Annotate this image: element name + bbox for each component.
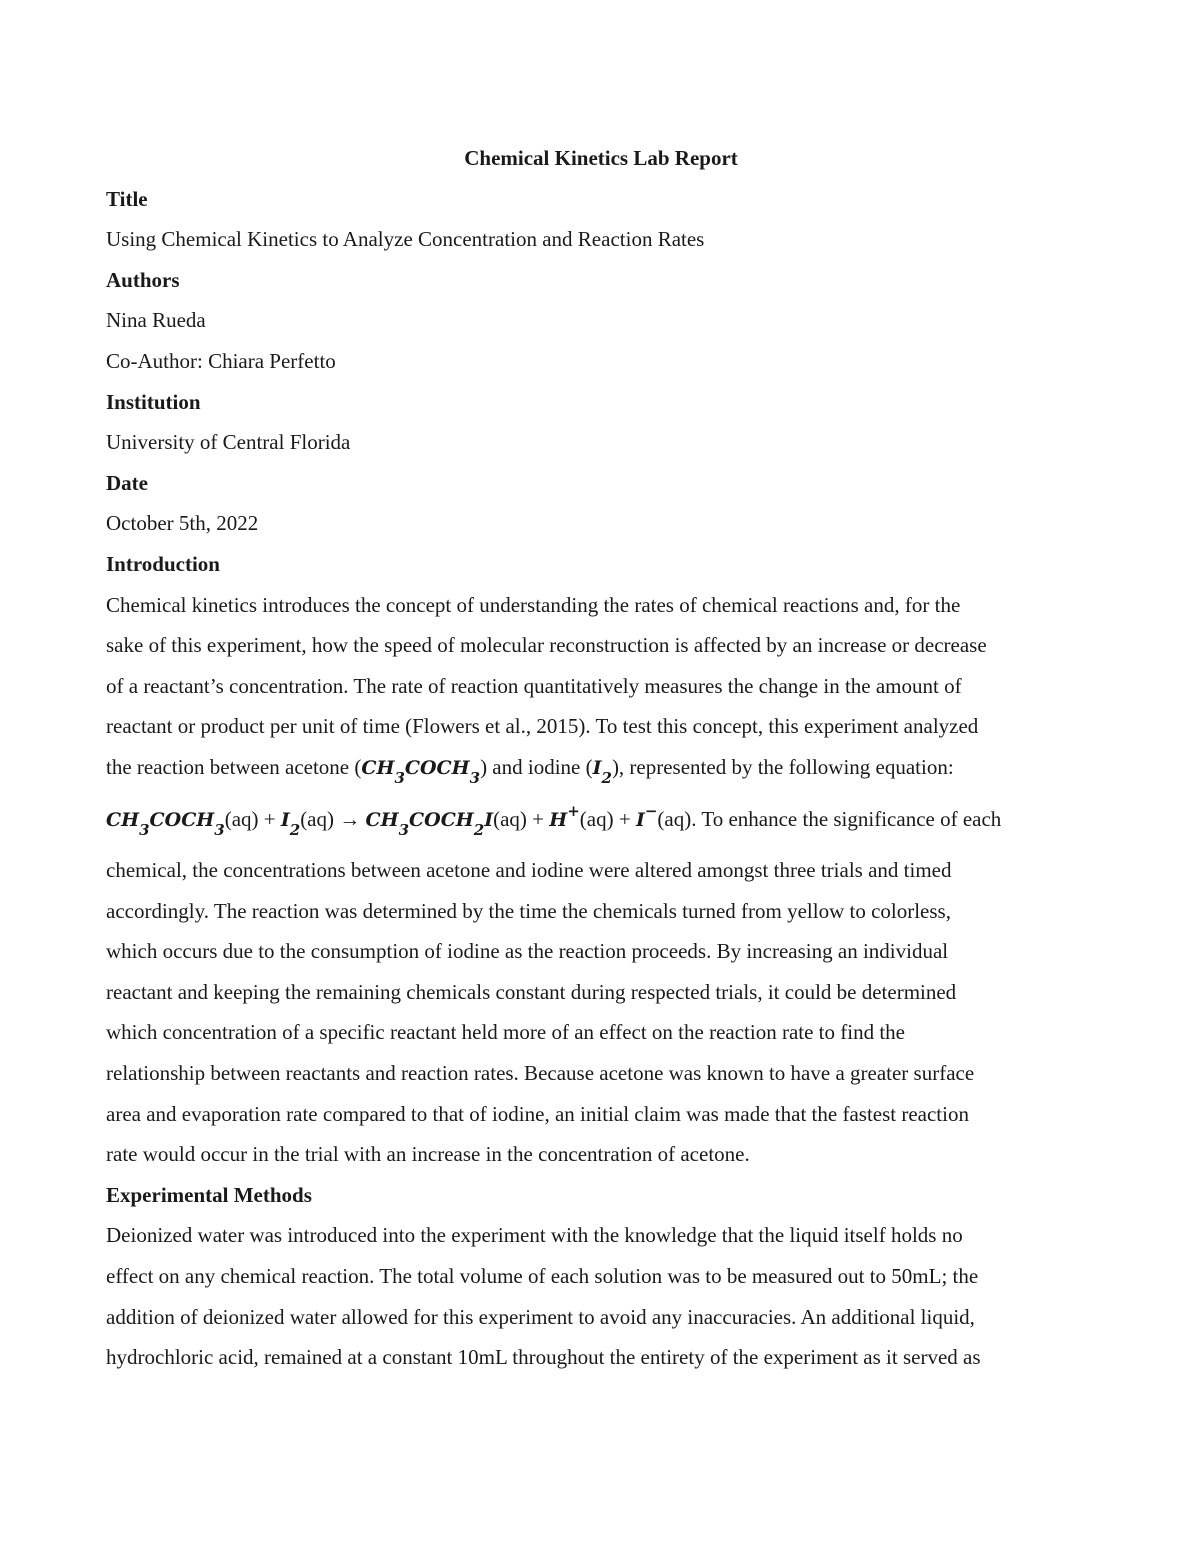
- reaction-equation: [106, 799, 1096, 841]
- reactant-iodine: [280, 808, 301, 839]
- intro-line: chemical, the concentrations between acetone and iodine were altered amongst three trials and timed: [106, 858, 952, 883]
- product-iodide-ion: [635, 801, 658, 831]
- title-heading: Title: [106, 186, 148, 211]
- formula-subscript: 2: [473, 820, 485, 839]
- equation-text: (aq). To enhance the significance of each: [657, 806, 1002, 831]
- formula-part: I: [484, 808, 494, 831]
- institution-name: University of Central Florida: [106, 430, 351, 455]
- intro-line: reactant or product per unit of time (Flowers et al., 2015). To test this concept, this experiment analyzed: [106, 714, 979, 739]
- equation-text: (aq) +: [224, 806, 281, 831]
- formula-part: I: [592, 756, 602, 779]
- introduction-paragraph: [106, 585, 1096, 1175]
- methods-line: effect on any chemical reaction. The total volume of each solution was to be measured out to 50mL; the: [106, 1264, 979, 1289]
- intro-line: Chemical kinetics introduces the concept of understanding the rates of chemical reactions and, for the: [106, 592, 961, 617]
- formula-subscript: 2: [601, 768, 612, 787]
- equation-text: (aq) +: [579, 806, 636, 831]
- intro-line-formula: [106, 747, 1096, 789]
- formula-part: COCH: [404, 756, 470, 779]
- title-text: Using Chemical Kinetics to Analyze Concentration and Reaction Rates: [106, 227, 705, 252]
- formula-subscript: 3: [139, 820, 150, 839]
- methods-line: Deionized water was introduced into the experiment with the knowledge that the liquid itself holds no: [106, 1223, 963, 1248]
- formula-subscript: 3: [214, 820, 225, 839]
- formula-part: I: [280, 808, 290, 831]
- report-date: October 5th, 2022: [106, 511, 259, 536]
- intro-line: rate would occur in the trial with an increase in the concentration of acetone.: [106, 1142, 750, 1167]
- authors-heading: Authors: [106, 267, 180, 292]
- methods-line: addition of deionized water allowed for this experiment to avoid any inaccuracies. An additional liquid,: [106, 1304, 975, 1329]
- coauthor-name: Co-Author: Chiara Perfetto: [106, 348, 336, 373]
- introduction-heading: Introduction: [106, 551, 220, 576]
- intro-line: area and evaporation rate compared to that of iodine, an initial claim was made that the fastest reaction: [106, 1101, 969, 1126]
- intro-line: of a reactant’s concentration. The rate of reaction quantitatively measures the change in the amount of: [106, 673, 962, 698]
- formula-subscript: 2: [289, 820, 301, 839]
- formula-subscript: 3: [394, 768, 405, 787]
- product-iodoacetone: [365, 808, 494, 839]
- document-title: Chemical Kinetics Lab Report: [464, 146, 738, 170]
- author-name: Nina Rueda: [106, 308, 206, 333]
- acetone-formula: [361, 756, 481, 787]
- page-content: [106, 138, 1096, 1378]
- intro-line: relationship between reactants and reaction rates. Because acetone was known to have a greater surface: [106, 1061, 975, 1086]
- formula-part: CH: [365, 808, 399, 831]
- formula-subscript: 3: [469, 768, 481, 787]
- methods-line: hydrochloric acid, remained at a constant 10mL throughout the entirety of the experiment as it served as: [106, 1345, 981, 1370]
- intro-line: accordingly. The reaction was determined by the time the chemicals turned from yellow to colorless,: [106, 898, 951, 923]
- intro-line: sake of this experiment, how the speed of molecular reconstruction is affected by an increase or decrease: [106, 633, 987, 658]
- formula-part: CH: [361, 756, 395, 779]
- experimental-methods-heading: Experimental Methods: [106, 1182, 312, 1207]
- formula-part: COCH: [149, 808, 215, 831]
- formula-part: COCH: [409, 808, 474, 831]
- institution-heading: Institution: [106, 389, 201, 414]
- formula-superscript: −: [644, 801, 658, 820]
- intro-text: the reaction between acetone (: [106, 754, 362, 779]
- iodine-formula: [592, 756, 612, 787]
- intro-text: ), represented by the following equation:: [611, 754, 954, 779]
- intro-line: reactant and keeping the remaining chemicals constant during respected trials, it could be determined: [106, 979, 957, 1004]
- intro-line: which occurs due to the consumption of iodine as the reaction proceeds. By increasing an individual: [106, 939, 949, 964]
- formula-part: CH: [106, 808, 140, 831]
- reactant-acetone: [106, 808, 225, 839]
- product-hydrogen-ion: [549, 801, 580, 831]
- formula-part: I: [635, 808, 645, 831]
- date-heading: Date: [106, 470, 148, 495]
- equation-text: (aq) →: [300, 806, 366, 831]
- intro-line: which concentration of a specific reactant held more of an effect on the reaction rate to find the: [106, 1020, 905, 1045]
- formula-subscript: 3: [398, 820, 410, 839]
- formula-superscript: +: [567, 801, 580, 820]
- equation-text: (aq) +: [493, 806, 550, 831]
- experimental-methods-paragraph: [106, 1215, 1096, 1377]
- intro-text: ) and iodine (: [480, 754, 593, 779]
- formula-part: H: [549, 808, 568, 831]
